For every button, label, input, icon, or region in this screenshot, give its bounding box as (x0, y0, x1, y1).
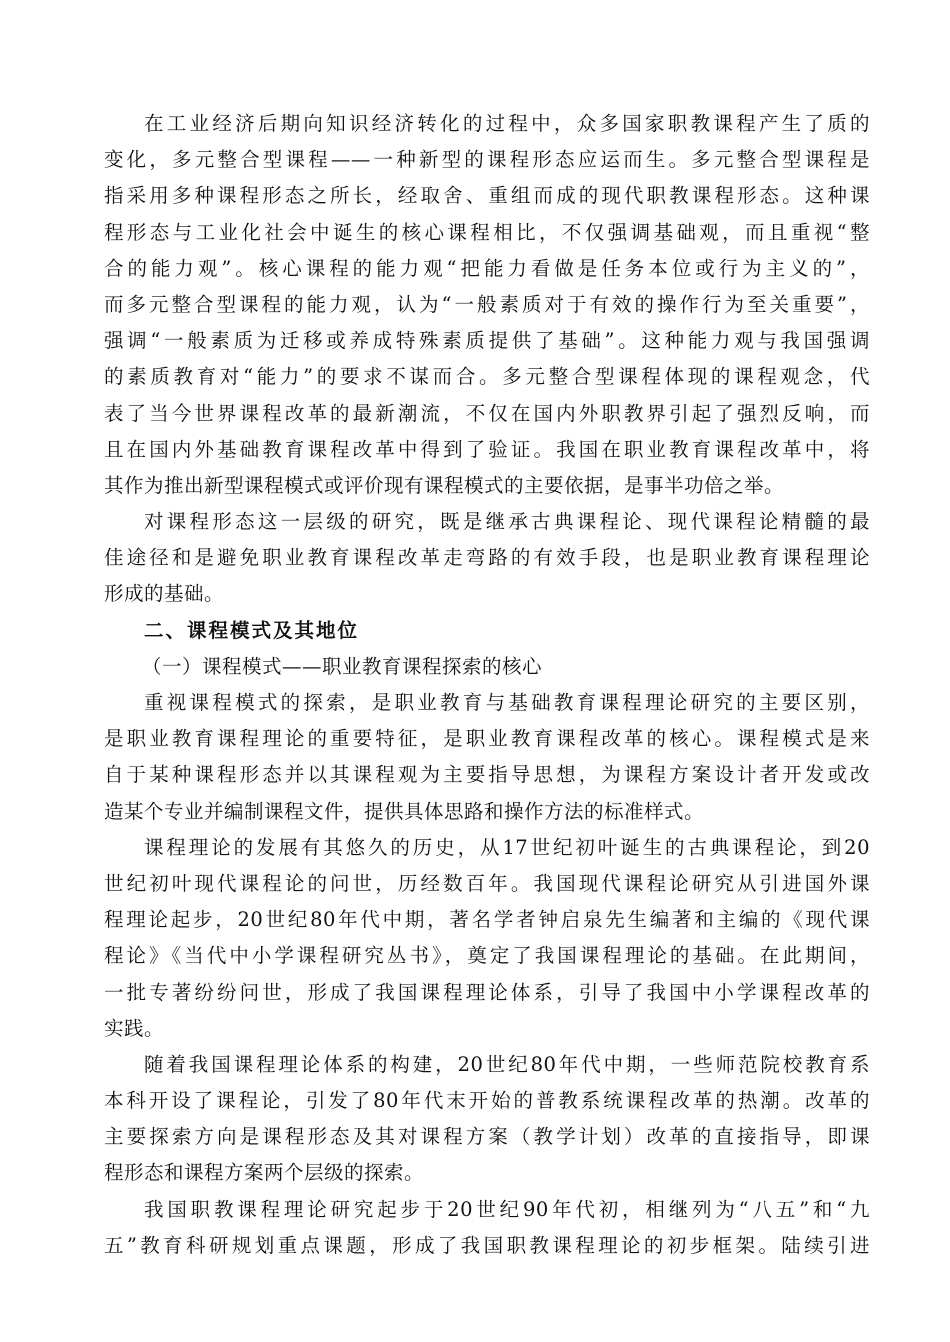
text-line: 对课程形态这一层级的研究，既是继承古典课程论、现代课程论精髓的最 (144, 510, 870, 534)
text-line: 重视课程模式的探索，是职业教育与基础教育课程理论研究的主要区别， (144, 691, 870, 714)
text-line: 佳途径和是避免职业教育课程改革走弯路的有效手段，也是职业教育课程理论 (104, 546, 870, 570)
text-line: 的素质教育对“能力”的要求不谋而合。多元整合型课程体现的课程观念，代 (104, 365, 870, 389)
text-line: 形成的基础。 (104, 582, 225, 606)
text-line: 而多元整合型课程的能力观，认为“一般素质对于有效的操作行为至关重要”， (104, 292, 870, 316)
text-line: 我国职教课程理论研究起步于20世纪90年代初，相继列为“八五”和“九 (144, 1197, 870, 1221)
text-line: 一批专著纷纷问世，形成了我国课程理论体系，引导了我国中小学课程改革的 (104, 980, 870, 1004)
text-line: 程形态与工业化社会中诞生的核心课程相比，不仅强调基础观，而且重视“整 (104, 220, 870, 244)
text-line: 本科开设了课程论，引发了80年代末开始的普教系统课程改革的热潮。改革的 (104, 1089, 870, 1113)
text-line: 实践。 (104, 1016, 165, 1040)
text-line: 且在国内外基础教育课程改革中得到了验证。我国在职业教育课程改革中，将 (104, 437, 870, 461)
text-line: 造某个专业并编制课程文件，提供具体思路和操作方法的标准样式。 (104, 799, 705, 823)
text-line: 主要探索方向是课程形态及其对课程方案（教学计划）改革的直接指导，即课 (104, 1125, 870, 1149)
section-heading: 二、课程模式及其地位 (144, 618, 360, 642)
text-line: 世纪初叶现代课程论的问世，历经数百年。我国现代课程论研究从引进国外课 (104, 871, 870, 895)
text-line: 五”教育科研规划重点课题，形成了我国职教课程理论的初步框架。陆续引进 (104, 1233, 870, 1257)
text-line: 程理论起步，20世纪80年代中期，著名学者钟启泉先生编著和主编的《现代课 (104, 908, 870, 932)
text-line: 程形态和课程方案两个层级的探索。 (104, 1161, 425, 1185)
text-line: 在工业经济后期向知识经济转化的过程中，众多国家职教课程产生了质的 (144, 112, 870, 135)
text-line: 指采用多种课程形态之所长，经取舍、重组而成的现代职教课程形态。这种课 (104, 184, 870, 208)
subsection-heading: （一）课程模式——职业教育课程探索的核心 (142, 654, 543, 678)
text-line: 课程理论的发展有其悠久的历史，从17世纪初叶诞生的古典课程论，到20 (144, 835, 870, 859)
text-line: 随着我国课程理论体系的构建，20世纪80年代中期，一些师范院校教育系 (144, 1052, 870, 1076)
text-line: 表了当今世界课程改革的最新潮流，不仅在国内外职教界引起了强烈反响，而 (104, 401, 870, 425)
text-line: 自于某种课程形态并以其课程观为主要指导思想，为课程方案设计者开发或改 (104, 763, 870, 787)
text-line: 合的能力观”。核心课程的能力观“把能力看做是任务本位或行为主义的”， (104, 256, 870, 280)
text-line: 是职业教育课程理论的重要特征，是职业教育课程改革的核心。课程模式是来 (104, 727, 870, 751)
document-page (104, 106, 870, 1264)
text-line: 程论》《当代中小学课程研究丛书》，奠定了我国课程理论的基础。在此期间， (104, 944, 870, 968)
text-line: 变化，多元整合型课程——一种新型的课程形态应运而生。多元整合型课程是 (104, 148, 870, 172)
text-line: 其作为推出新型课程模式或评价现有课程模式的主要依据，是事半功倍之举。 (104, 473, 785, 497)
text-line: 强调“一般素质为迁移或养成特殊素质提供了基础”。这种能力观与我国强调 (104, 329, 870, 353)
